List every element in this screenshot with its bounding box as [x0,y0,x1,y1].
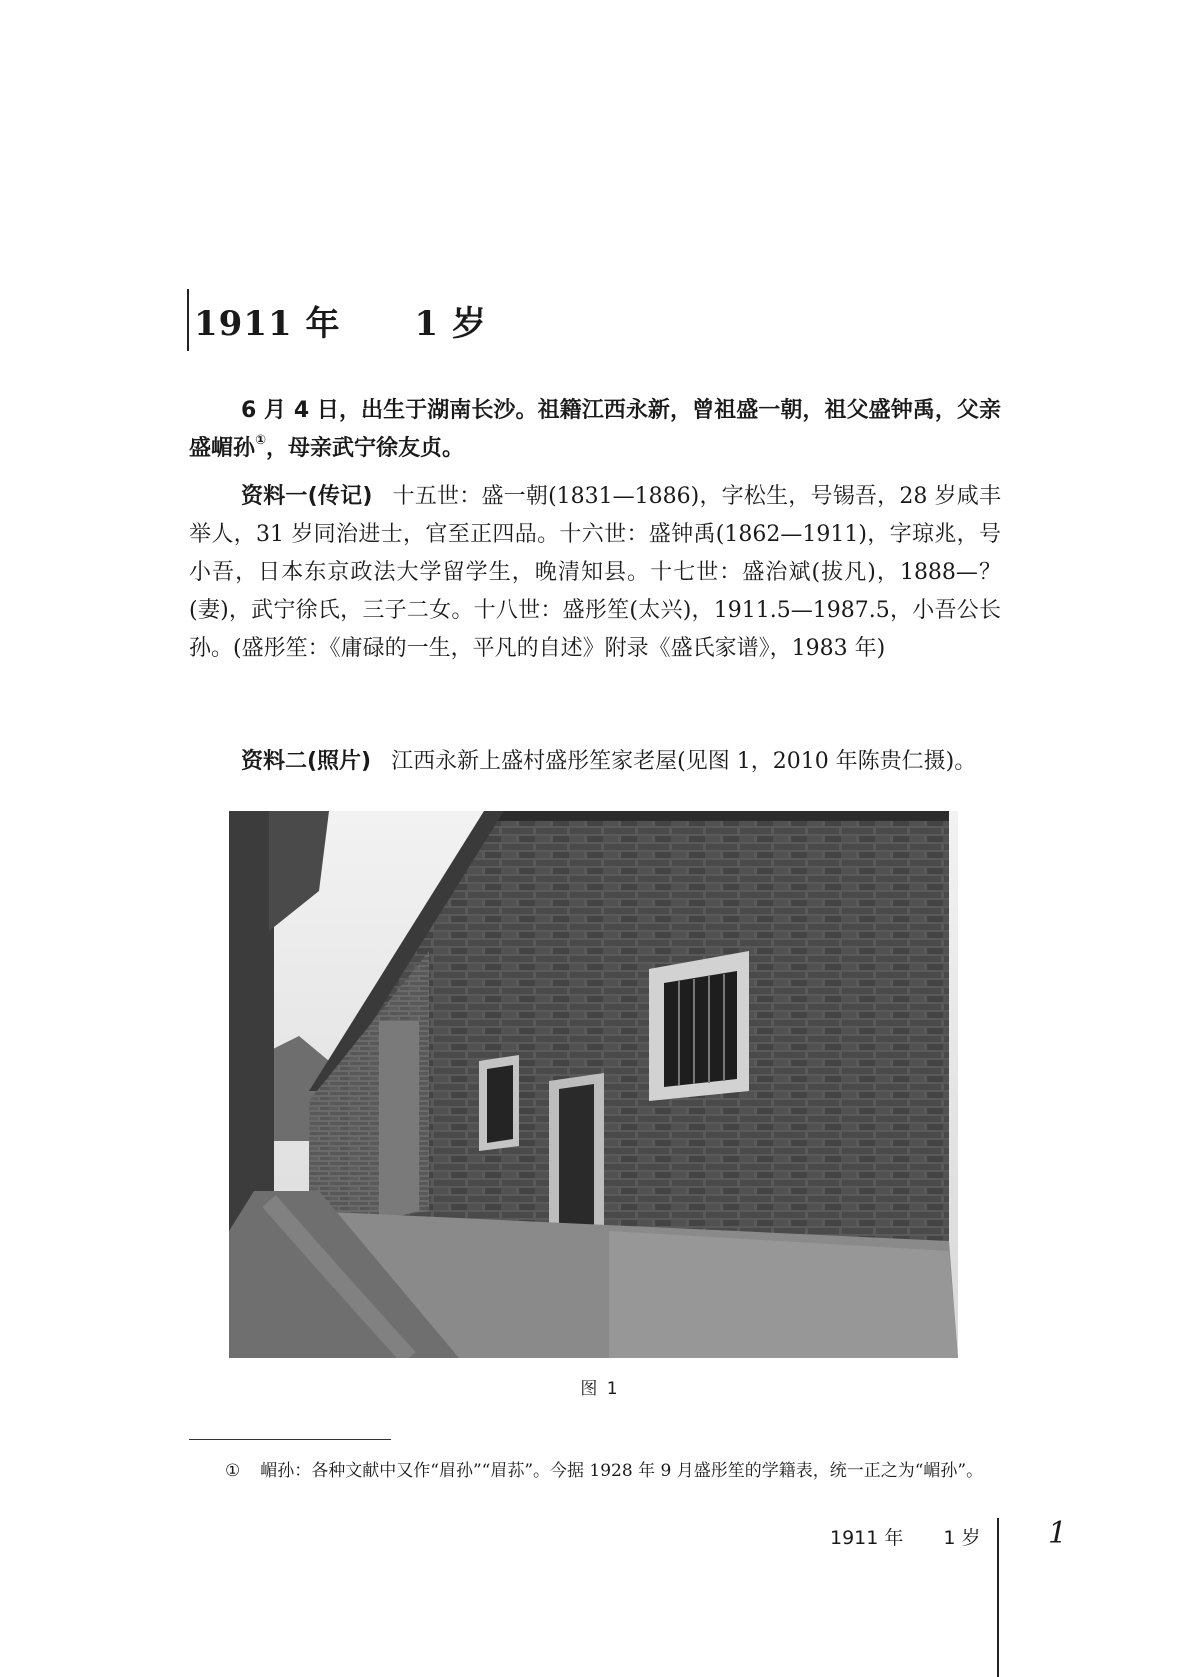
source-two-text: 江西永新上盛村盛彤笙家老屋(见图 1，2010 年陈贵仁摄)。 [391,749,977,774]
lead-text: 6 月 4 日，出生于湖南长沙。祖籍江西永新，曾祖盛一朝，祖父盛钟禹，父亲盛嵋孙 [189,398,1001,461]
lead-text-after: ，母亲武宁徐友贞。 [266,436,465,461]
footnote [189,1456,1001,1486]
source-two-paragraph [189,743,1001,781]
heading-rule [187,289,189,351]
footnote-divider [189,1439,391,1440]
running-head [830,1523,981,1550]
running-head-year: 1911 年 [830,1527,904,1549]
source-one-label: 资料一(传记) [241,484,373,509]
side-rule [997,1518,999,1677]
source-two-label: 资料二(照片) [241,749,372,774]
figure-caption: 图 1 [580,1379,620,1399]
running-head-age: 1 岁 [943,1527,981,1549]
old-house-photo [229,811,958,1358]
chapter-heading [194,295,487,345]
footnote-text: 嵋孙：各种文献中又作“眉孙”“眉荪”。今据 1928 年 9 月盛彤笙的学籍表，统一正之为“嵋孙”。 [260,1461,984,1481]
lead-paragraph [189,392,1001,468]
page-number: 1 [1048,1516,1068,1551]
source-one-text: 十五世：盛一朝(1831—1886)，字松生，号锡吾，28 岁咸丰举人，31 岁同治进士，官至正四品。十六世：盛钟禹(1862—1911)，字琼兆，号小吾，日本东京政法大学留学生，晚清知县。十七世：盛治斌(拔凡)，1888—？(妻)，武宁徐氏，三子二女。十八世：盛彤笙(太兴)，1911.5—1987.5，小吾公长孙。(盛彤笙：《庸碌的一生，平凡的自述》附录《盛氏家谱》，1983 年) [189,484,1001,661]
footnote-mark: ① [225,1461,241,1481]
footnote-ref[interactable]: ① [255,433,267,448]
heading-age: 1 岁 [414,303,487,344]
heading-year: 1911 年 [194,303,341,344]
source-one-paragraph [189,478,1001,668]
